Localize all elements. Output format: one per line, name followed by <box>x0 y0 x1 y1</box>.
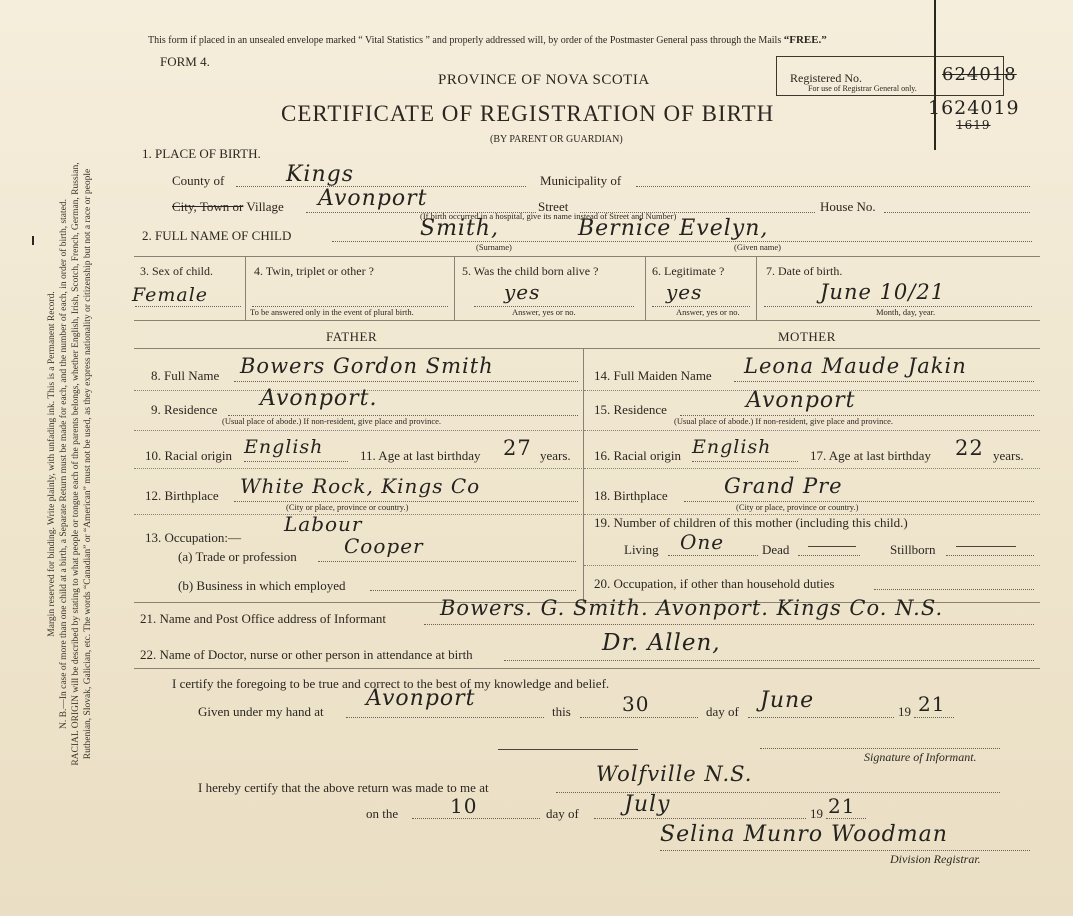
city-town-village-label <box>172 199 284 215</box>
alive-label: 5. Was the child born alive ? <box>462 264 599 278</box>
dob-note: Month, day, year. <box>876 307 936 317</box>
place-heading: 1. PLACE OF BIRTH. <box>142 146 261 161</box>
doctor-label: 22. Name of Doctor, nurse or other person in attendance at birth <box>140 647 473 662</box>
informant-value: Bowers. G. Smith. Avonport. Kings Co. N.S. <box>440 596 944 620</box>
business-label: (b) Business in which employed <box>178 578 346 593</box>
legitimate-note: Answer, yes or no. <box>676 307 740 317</box>
registered-number: 1624019 <box>928 97 1020 119</box>
living-label: Living <box>624 542 659 557</box>
registrar-place-value: Wolfville N.S. <box>596 762 753 786</box>
father-name-label: 8. Full Name <box>151 368 220 383</box>
twin-note: To be answered only in the event of plural birth. <box>250 307 414 317</box>
margin-line-4: Ruthenian, Slovak, Galician, etc. The words “Canadian” or “American” must not be used, as they express nationality or citizenship but not a race or people <box>83 168 93 760</box>
on-the-label: on the <box>366 806 399 821</box>
surname-caption: (Surname) <box>476 242 512 252</box>
father-birthplace-note: (City or place, province or country.) <box>286 502 409 512</box>
mother-age-value: 22 <box>955 436 984 460</box>
registrar-signature: Selina Munro Woodman <box>660 822 948 847</box>
day-value: 30 <box>622 692 650 716</box>
father-residence-label: 9. Residence <box>151 402 218 417</box>
certify-statement: I certify the foregoing to be true and correct to the best of my knowledge and belief. <box>172 676 610 691</box>
sex-label: 3. Sex of child. <box>140 264 213 278</box>
father-birthplace-value: White Rock, Kings Co <box>240 474 481 498</box>
father-residence-value: Avonport. <box>260 386 378 411</box>
father-years: years. <box>540 448 571 463</box>
twin-label: 4. Twin, triplet or other ? <box>254 264 374 278</box>
given-name-caption: (Given name) <box>734 242 781 252</box>
margin-notes <box>46 54 94 874</box>
village-label: Village <box>246 199 284 214</box>
mother-occupation-label: 20. Occupation, if other than household duties <box>594 576 835 591</box>
trade-value: Cooper <box>344 534 424 558</box>
mother-birthplace-note: (City or place, province or country.) <box>736 502 859 512</box>
house-no-label: House No. <box>820 199 876 214</box>
stillborn-label: Stillborn <box>890 542 936 557</box>
father-occupation-label: 13. Occupation:— <box>145 530 242 545</box>
mother-residence-note: (Usual place of abode.) If non-resident, give place and province. <box>674 416 894 426</box>
page-title: CERTIFICATE OF REGISTRATION OF BIRTH <box>281 101 775 126</box>
father-name-value: Bowers Gordon Smith <box>240 354 494 378</box>
signature-caption: Signature of Informant. <box>864 750 977 764</box>
father-birthplace-label: 12. Birthplace <box>145 488 219 503</box>
registrar-day-of: day of <box>546 806 579 821</box>
month-value: June <box>760 688 815 713</box>
given-place-value: Avonport <box>366 686 476 711</box>
street-label: Street <box>538 199 569 214</box>
mother-name-label: 14. Full Maiden Name <box>594 368 712 383</box>
year-prefix: 19 <box>898 704 911 719</box>
dead-label: Dead <box>762 542 790 557</box>
children-count-label: 19. Number of children of this mother (including this child.) <box>594 515 908 530</box>
ink-mark <box>934 0 936 150</box>
mother-name-value: Leona Maude Jakin <box>744 354 967 378</box>
trade-label: (a) Trade or profession <box>178 549 297 564</box>
father-racial-value: English <box>244 436 324 458</box>
mother-birthplace-value: Grand Pre <box>724 474 843 498</box>
county-value: Kings <box>286 162 355 187</box>
alive-note: Answer, yes or no. <box>512 307 576 317</box>
page-subtitle: (BY PARENT OR GUARDIAN) <box>490 134 623 145</box>
mother-racial-value: English <box>692 436 772 458</box>
informant-label: 21. Name and Post Office address of Informant <box>140 611 386 626</box>
registered-number-extra: 1619 <box>956 118 991 132</box>
year-value: 21 <box>918 692 946 716</box>
father-age-label: 11. Age at last birthday <box>360 448 481 463</box>
hospital-note: (If birth occurred in a hospital, give its name instead of Street and Number) <box>420 211 677 221</box>
this-label: this <box>552 704 571 719</box>
father-racial-label: 10. Racial origin <box>145 448 233 463</box>
sex-value: Female <box>132 284 209 306</box>
day-of-label: day of <box>706 704 739 719</box>
legitimate-label: 6. Legitimate ? <box>652 264 725 278</box>
mother-birthplace-label: 18. Birthplace <box>594 488 668 503</box>
city-town-struck: City, Town or <box>172 199 244 214</box>
mail-notice-text: This form if placed in an unsealed envelope marked “ Vital Statistics ” and properly addressed will, by order of the Postmaster General pass through the Mails <box>148 35 782 46</box>
registrar-certify: I hereby certify that the above return was made to me at <box>198 780 489 795</box>
child-surname: Smith, <box>420 216 499 241</box>
child-name-label: 2. FULL NAME OF CHILD <box>142 228 292 243</box>
edge-mark <box>32 236 34 245</box>
registrar-day-value: 10 <box>450 794 478 818</box>
father-heading: FATHER <box>326 329 378 344</box>
free-label: “FREE.” <box>783 34 827 46</box>
province-heading: PROVINCE OF NOVA SCOTIA <box>438 72 650 88</box>
margin-line-2: N. B.—In case of more than one child at a birth, a Separate Return must be made for each, and the number of each, in order of birth, stated. <box>59 199 69 729</box>
doctor-value: Dr. Allen, <box>602 630 721 656</box>
father-occupation-value: Labour <box>284 512 363 536</box>
registered-number-struck: 624018 <box>942 64 1017 85</box>
registered-label: Registered No. <box>790 71 862 85</box>
mother-years: years. <box>993 448 1024 463</box>
dob-label: 7. Date of birth. <box>766 264 843 278</box>
margin-line-3: RACIAL ORIGIN will be described by stating to what people or tongue each of the parents belongs, whether English, Irish, Scotch, French, German, Russian, <box>71 162 81 766</box>
village-value: Avonport <box>318 186 428 211</box>
living-value: One <box>680 530 725 554</box>
municipality-label: Municipality of <box>540 173 622 188</box>
mother-racial-label: 16. Racial origin <box>594 448 682 463</box>
child-given-name: Bernice Evelyn, <box>578 216 769 241</box>
registrar-year-value: 21 <box>828 794 856 818</box>
registrar-caption: Division Registrar. <box>890 852 981 866</box>
mother-residence-value: Avonport <box>746 388 856 413</box>
registrar-only-note: For use of Registrar General only. <box>808 84 917 93</box>
registrar-month-value: July <box>624 792 671 817</box>
margin-line-1: Margin reserved for binding. Write plainly, with unfading ink. This is a Permanent Record. <box>47 291 57 637</box>
county-label: County of <box>172 173 225 188</box>
mother-residence-label: 15. Residence <box>594 402 667 417</box>
legitimate-value: yes <box>666 280 703 304</box>
mother-age-label: 17. Age at last birthday <box>810 448 931 463</box>
father-age-value: 27 <box>503 436 532 460</box>
form-number: FORM 4. <box>160 54 210 69</box>
mail-notice <box>148 34 827 46</box>
father-residence-note: (Usual place of abode.) If non-resident, give place and province. <box>222 416 442 426</box>
alive-value: yes <box>504 280 541 304</box>
given-under-hand-label: Given under my hand at <box>198 704 324 719</box>
registrar-year-prefix: 19 <box>810 806 823 821</box>
dob-value: June 10/21 <box>820 280 946 304</box>
mother-heading: MOTHER <box>778 329 836 344</box>
